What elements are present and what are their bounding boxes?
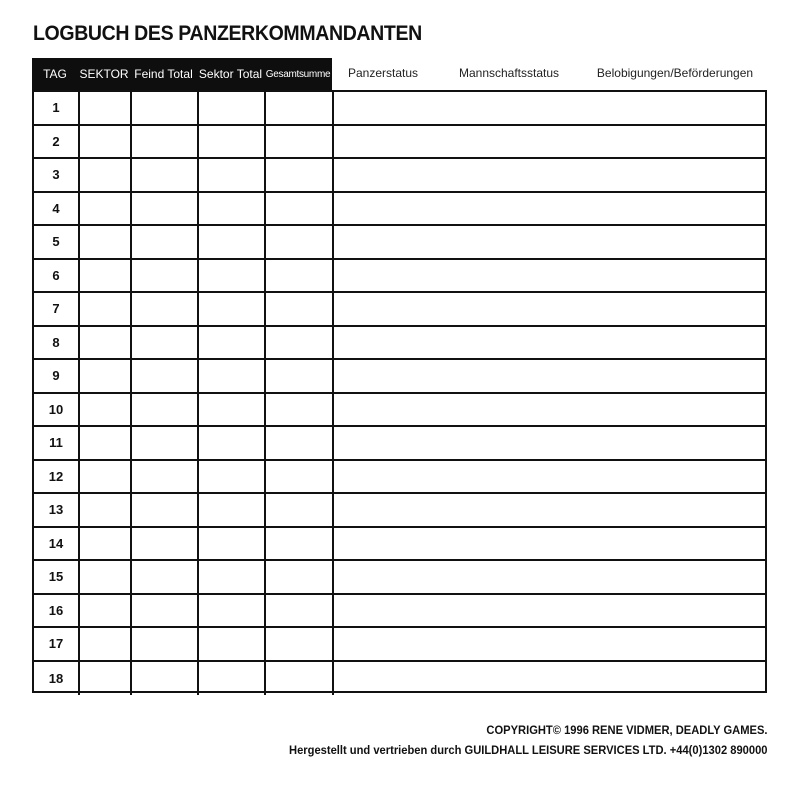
feind-total-cell xyxy=(132,595,199,627)
feind-total-cell xyxy=(132,628,199,660)
sektor-total-cell xyxy=(199,494,266,526)
header-tag: TAG xyxy=(43,67,67,81)
gesamtsumme-cell xyxy=(266,494,334,526)
header-panzerstatus: Panzerstatus xyxy=(347,66,419,80)
gesamtsumme-cell xyxy=(266,193,334,225)
sektor-total-cell xyxy=(199,360,266,392)
day-number: 10 xyxy=(34,394,80,426)
status-notes-cell xyxy=(334,327,765,359)
day-number: 1 xyxy=(34,92,80,124)
table-row xyxy=(34,126,765,160)
log-table xyxy=(32,90,767,693)
status-notes-cell xyxy=(334,226,765,258)
feind-total-cell xyxy=(132,126,199,158)
day-number: 5 xyxy=(34,226,80,258)
copyright-line: COPYRIGHT© 1996 RENE VIDMER, DEADLY GAMES. xyxy=(485,723,767,737)
sektor-total-cell xyxy=(199,226,266,258)
status-notes-cell xyxy=(334,293,765,325)
sektor-cell xyxy=(80,327,132,359)
sektor-total-cell xyxy=(199,260,266,292)
day-number: 14 xyxy=(34,528,80,560)
sektor-total-cell xyxy=(199,461,266,493)
day-number: 16 xyxy=(34,595,80,627)
table-row xyxy=(34,327,765,361)
gesamtsumme-cell xyxy=(266,427,334,459)
feind-total-cell xyxy=(132,92,199,124)
sektor-cell xyxy=(80,427,132,459)
gesamtsumme-cell xyxy=(266,327,334,359)
status-notes-cell xyxy=(334,528,765,560)
status-notes-cell xyxy=(334,193,765,225)
sektor-total-cell xyxy=(199,327,266,359)
header-gesamtsumme: Gesamtsumme xyxy=(265,68,331,80)
feind-total-cell xyxy=(132,293,199,325)
table-row xyxy=(34,360,765,394)
status-notes-cell xyxy=(334,561,765,593)
feind-total-cell xyxy=(132,494,199,526)
table-row xyxy=(34,595,765,629)
feind-total-cell xyxy=(132,193,199,225)
status-notes-cell xyxy=(334,427,765,459)
sektor-cell xyxy=(80,628,132,660)
gesamtsumme-cell xyxy=(266,561,334,593)
gesamtsumme-cell xyxy=(266,528,334,560)
sektor-total-cell xyxy=(199,628,266,660)
sektor-cell xyxy=(80,126,132,158)
sektor-total-cell xyxy=(199,394,266,426)
status-notes-cell xyxy=(334,595,765,627)
sektor-total-cell xyxy=(199,159,266,191)
table-row xyxy=(34,427,765,461)
sektor-cell xyxy=(80,595,132,627)
sektor-total-cell xyxy=(199,427,266,459)
sektor-cell xyxy=(80,260,132,292)
day-number: 4 xyxy=(34,193,80,225)
table-header-bar xyxy=(32,58,332,90)
day-number: 6 xyxy=(34,260,80,292)
table-row xyxy=(34,394,765,428)
gesamtsumme-cell xyxy=(266,628,334,660)
status-notes-cell xyxy=(334,394,765,426)
gesamtsumme-cell xyxy=(266,662,334,696)
footer xyxy=(289,720,767,760)
page-title: LOGBUCH DES PANZERKOMMANDANTEN xyxy=(33,22,422,45)
table-row xyxy=(34,662,765,696)
sektor-total-cell xyxy=(199,662,266,696)
sektor-total-cell xyxy=(199,193,266,225)
table-row xyxy=(34,260,765,294)
day-number: 12 xyxy=(34,461,80,493)
sektor-cell xyxy=(80,394,132,426)
sektor-total-cell xyxy=(199,528,266,560)
feind-total-cell xyxy=(132,461,199,493)
status-notes-cell xyxy=(334,494,765,526)
gesamtsumme-cell xyxy=(266,159,334,191)
sektor-total-cell xyxy=(199,92,266,124)
gesamtsumme-cell xyxy=(266,126,334,158)
table-row xyxy=(34,293,765,327)
sektor-cell xyxy=(80,193,132,225)
sektor-total-cell xyxy=(199,595,266,627)
sektor-cell xyxy=(80,561,132,593)
sektor-total-cell xyxy=(199,561,266,593)
status-notes-cell xyxy=(334,662,765,696)
sektor-cell xyxy=(80,461,132,493)
header-belobigungen: Belobigungen/Beförderungen xyxy=(596,66,754,80)
day-number: 7 xyxy=(34,293,80,325)
sektor-total-cell xyxy=(199,126,266,158)
gesamtsumme-cell xyxy=(266,260,334,292)
status-notes-cell xyxy=(334,260,765,292)
day-number: 2 xyxy=(34,126,80,158)
table-row xyxy=(34,159,765,193)
sektor-cell xyxy=(80,159,132,191)
day-number: 18 xyxy=(34,662,80,696)
status-notes-cell xyxy=(334,159,765,191)
gesamtsumme-cell xyxy=(266,226,334,258)
sektor-cell xyxy=(80,360,132,392)
gesamtsumme-cell xyxy=(266,595,334,627)
gesamtsumme-cell xyxy=(266,293,334,325)
table-row xyxy=(34,92,765,126)
day-number: 17 xyxy=(34,628,80,660)
gesamtsumme-cell xyxy=(266,360,334,392)
day-number: 3 xyxy=(34,159,80,191)
feind-total-cell xyxy=(132,260,199,292)
status-notes-cell xyxy=(334,461,765,493)
day-number: 8 xyxy=(34,327,80,359)
feind-total-cell xyxy=(132,394,199,426)
sektor-cell xyxy=(80,226,132,258)
gesamtsumme-cell xyxy=(266,394,334,426)
sektor-cell xyxy=(80,92,132,124)
sektor-cell xyxy=(80,293,132,325)
distributor-line: Hergestellt und vertrieben durch GUILDHALL LEISURE SERVICES LTD. +44(0)1302 890000 xyxy=(288,743,767,757)
table-row xyxy=(34,528,765,562)
status-notes-cell xyxy=(334,628,765,660)
feind-total-cell xyxy=(132,226,199,258)
feind-total-cell xyxy=(132,427,199,459)
feind-total-cell xyxy=(132,360,199,392)
sektor-cell xyxy=(80,528,132,560)
table-row xyxy=(34,494,765,528)
gesamtsumme-cell xyxy=(266,461,334,493)
day-number: 15 xyxy=(34,561,80,593)
feind-total-cell xyxy=(132,662,199,696)
table-row xyxy=(34,561,765,595)
day-number: 9 xyxy=(34,360,80,392)
status-notes-cell xyxy=(334,126,765,158)
feind-total-cell xyxy=(132,327,199,359)
status-notes-cell xyxy=(334,360,765,392)
gesamtsumme-cell xyxy=(266,92,334,124)
sektor-cell xyxy=(80,662,132,696)
day-number: 13 xyxy=(34,494,80,526)
feind-total-cell xyxy=(132,159,199,191)
header-mannschaftsstatus: Mannschaftsstatus xyxy=(458,66,560,80)
table-row xyxy=(34,628,765,662)
feind-total-cell xyxy=(132,528,199,560)
table-row xyxy=(34,461,765,495)
feind-total-cell xyxy=(132,561,199,593)
sektor-total-cell xyxy=(199,293,266,325)
header-sektor: SEKTOR xyxy=(79,67,129,81)
header-sektor-total: Sektor Total xyxy=(198,67,263,81)
sektor-cell xyxy=(80,494,132,526)
day-number: 11 xyxy=(34,427,80,459)
header-feind-total: Feind Total xyxy=(134,67,193,81)
table-row xyxy=(34,193,765,227)
table-row xyxy=(34,226,765,260)
status-notes-cell xyxy=(334,92,765,124)
